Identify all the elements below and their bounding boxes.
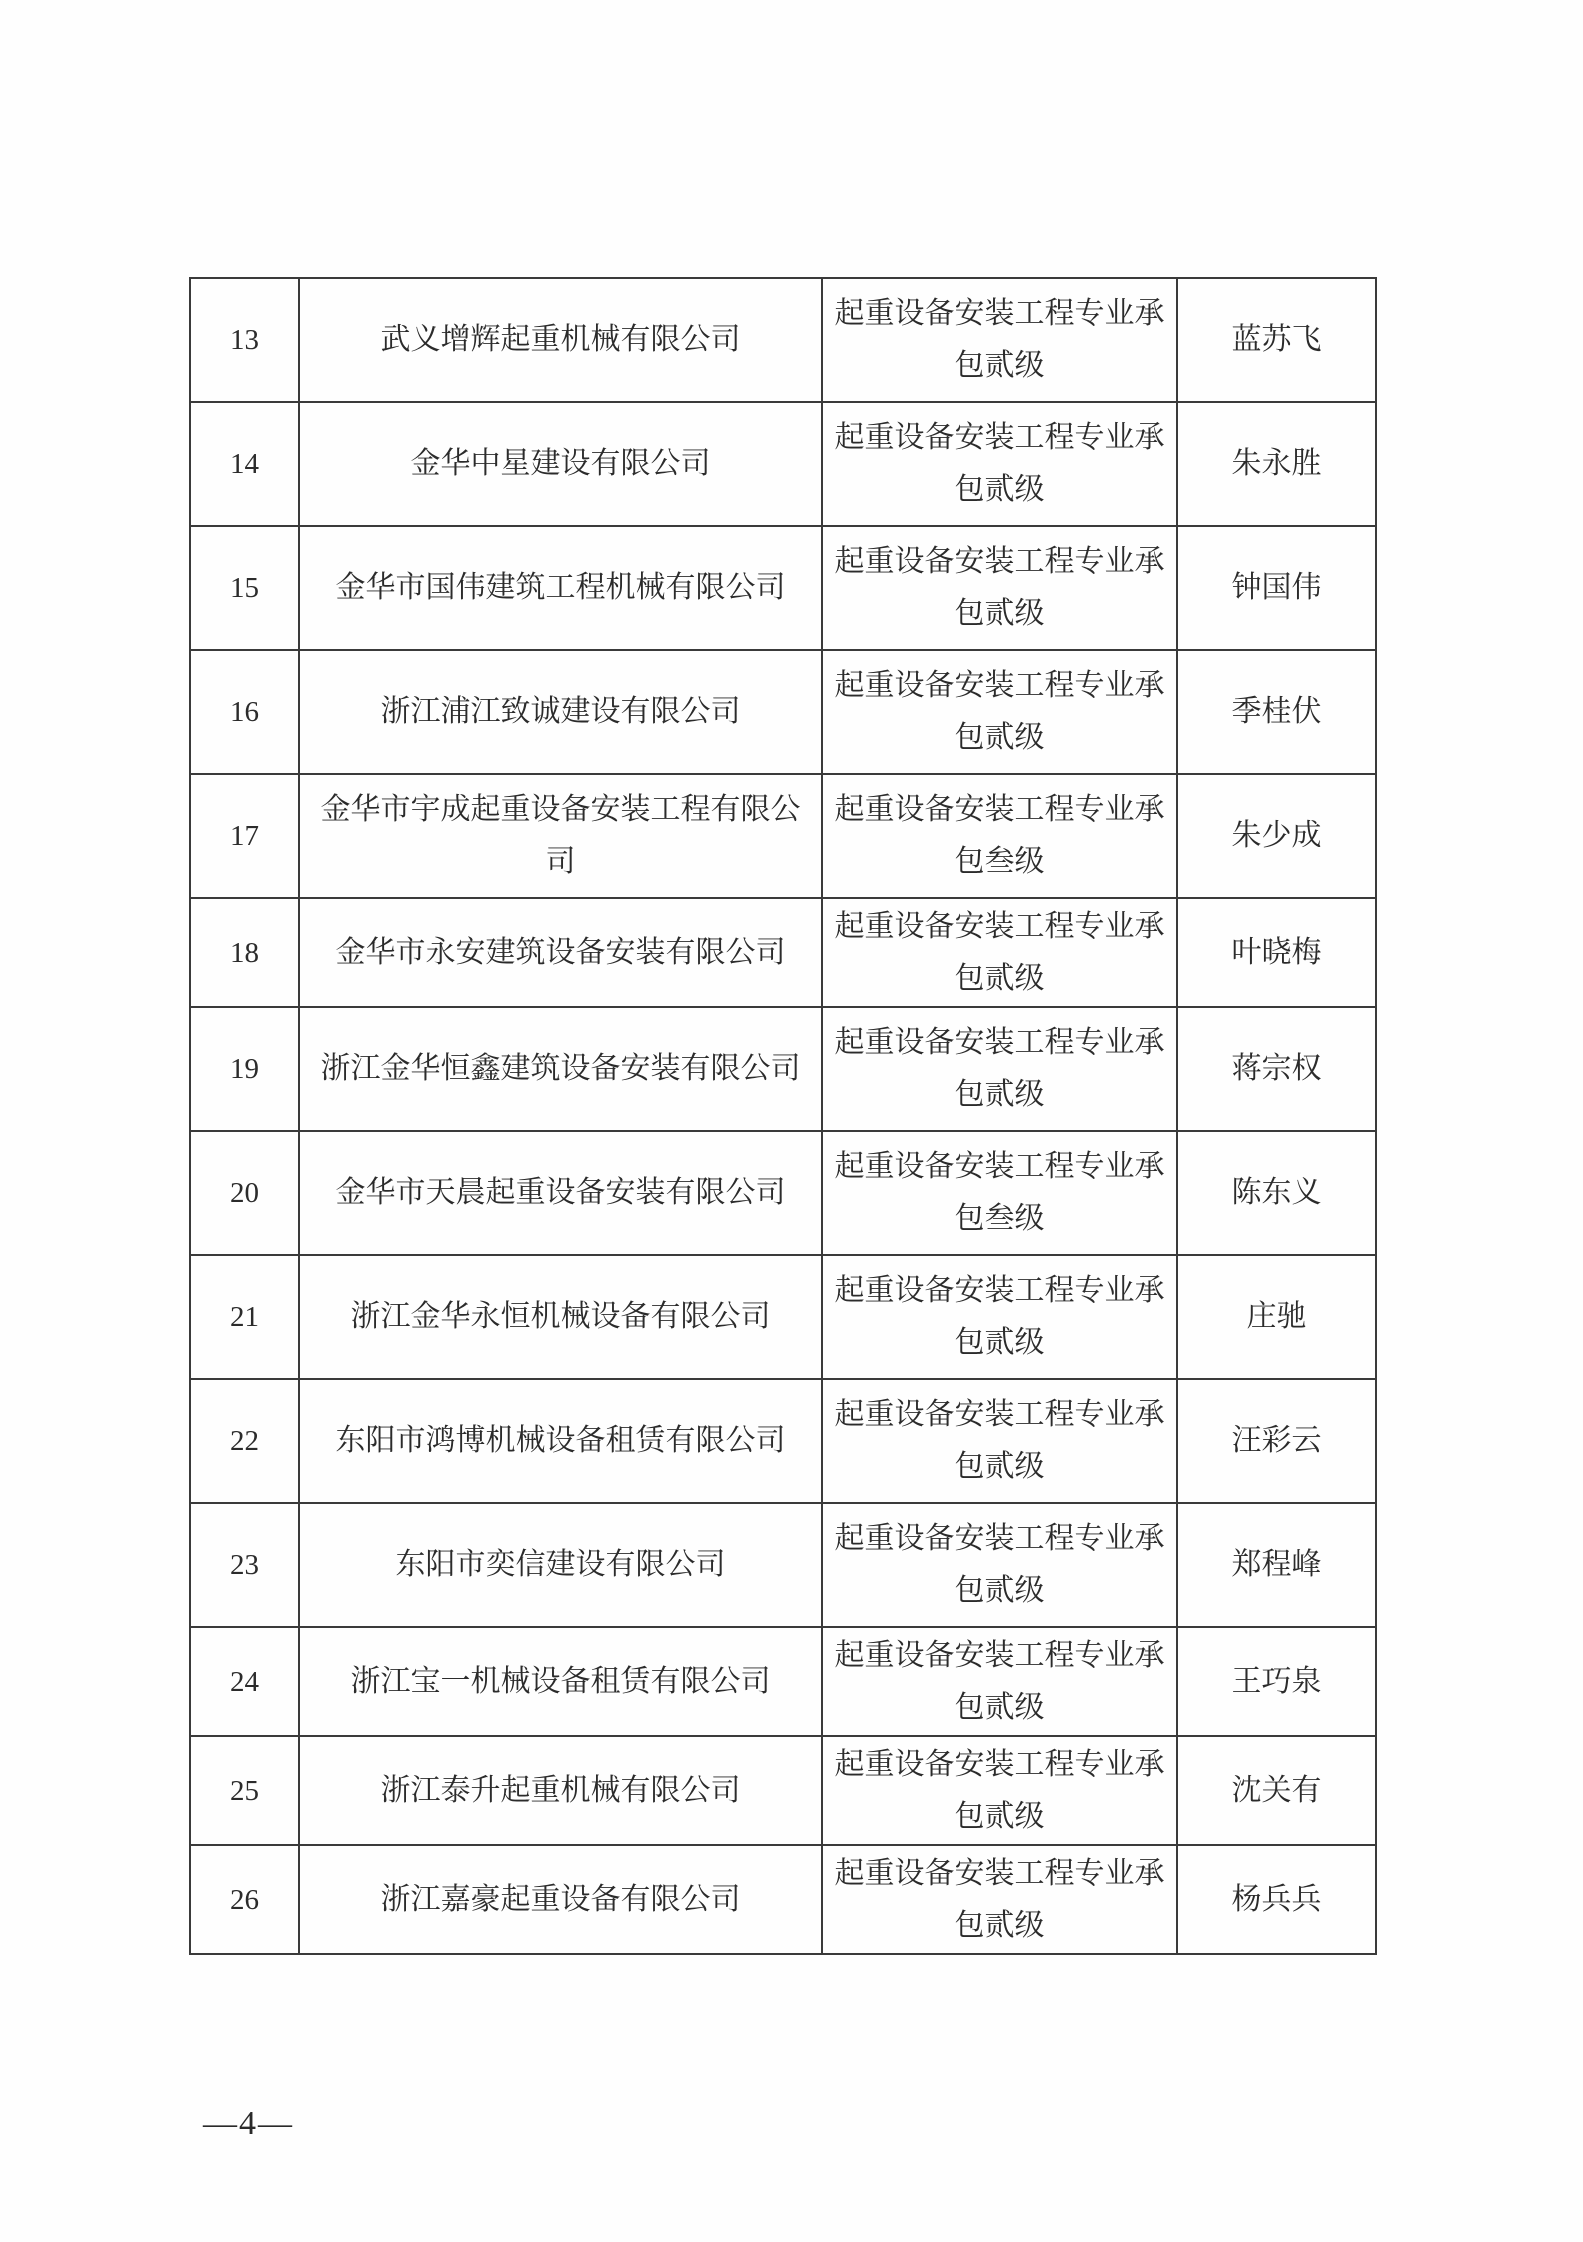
table-row bbox=[190, 1131, 1376, 1255]
company-name: 武义增辉起重机械有限公司 bbox=[299, 278, 822, 402]
company-name: 浙江金华永恒机械设备有限公司 bbox=[299, 1255, 822, 1379]
row-index: 20 bbox=[190, 1131, 299, 1255]
person-name: 陈东义 bbox=[1177, 1131, 1376, 1255]
company-name: 浙江浦江致诚建设有限公司 bbox=[299, 650, 822, 774]
company-name: 浙江金华恒鑫建筑设备安装有限公司 bbox=[299, 1007, 822, 1131]
row-index: 23 bbox=[190, 1503, 299, 1627]
page-number: —4— bbox=[203, 2105, 294, 2142]
company-name: 金华市永安建筑设备安装有限公司 bbox=[299, 898, 822, 1007]
qualification: 起重设备安装工程专业承包贰级 bbox=[822, 278, 1177, 402]
company-name: 浙江嘉豪起重设备有限公司 bbox=[299, 1845, 822, 1954]
company-name: 浙江泰升起重机械有限公司 bbox=[299, 1736, 822, 1845]
table-row bbox=[190, 1503, 1376, 1627]
row-index: 19 bbox=[190, 1007, 299, 1131]
person-name: 王巧泉 bbox=[1177, 1627, 1376, 1736]
qualification-table bbox=[189, 277, 1377, 1955]
company-name: 金华中星建设有限公司 bbox=[299, 402, 822, 526]
company-name: 东阳市鸿博机械设备租赁有限公司 bbox=[299, 1379, 822, 1503]
qualification: 起重设备安装工程专业承包贰级 bbox=[822, 1379, 1177, 1503]
table-row bbox=[190, 774, 1376, 898]
person-name: 庄驰 bbox=[1177, 1255, 1376, 1379]
table-row bbox=[190, 1627, 1376, 1736]
company-name: 金华市宇成起重设备安装工程有限公司 bbox=[299, 774, 822, 898]
person-name: 蒋宗权 bbox=[1177, 1007, 1376, 1131]
person-name: 钟国伟 bbox=[1177, 526, 1376, 650]
person-name: 叶晓梅 bbox=[1177, 898, 1376, 1007]
person-name: 沈关有 bbox=[1177, 1736, 1376, 1845]
table-row bbox=[190, 526, 1376, 650]
company-name: 东阳市奕信建设有限公司 bbox=[299, 1503, 822, 1627]
qualification: 起重设备安装工程专业承包贰级 bbox=[822, 402, 1177, 526]
row-index: 15 bbox=[190, 526, 299, 650]
person-name: 朱永胜 bbox=[1177, 402, 1376, 526]
table-row bbox=[190, 1007, 1376, 1131]
row-index: 16 bbox=[190, 650, 299, 774]
company-name: 金华市国伟建筑工程机械有限公司 bbox=[299, 526, 822, 650]
row-index: 17 bbox=[190, 774, 299, 898]
row-index: 18 bbox=[190, 898, 299, 1007]
table-row bbox=[190, 898, 1376, 1007]
qualification: 起重设备安装工程专业承包贰级 bbox=[822, 650, 1177, 774]
qualification: 起重设备安装工程专业承包贰级 bbox=[822, 526, 1177, 650]
qualification: 起重设备安装工程专业承包贰级 bbox=[822, 1845, 1177, 1954]
table-row bbox=[190, 278, 1376, 402]
row-index: 26 bbox=[190, 1845, 299, 1954]
table-row bbox=[190, 1845, 1376, 1954]
person-name: 郑程峰 bbox=[1177, 1503, 1376, 1627]
company-name: 金华市天晨起重设备安装有限公司 bbox=[299, 1131, 822, 1255]
qualification: 起重设备安装工程专业承包贰级 bbox=[822, 1007, 1177, 1131]
row-index: 24 bbox=[190, 1627, 299, 1736]
qualification: 起重设备安装工程专业承包叁级 bbox=[822, 1131, 1177, 1255]
qualification: 起重设备安装工程专业承包叁级 bbox=[822, 774, 1177, 898]
table-row bbox=[190, 402, 1376, 526]
table-row bbox=[190, 1736, 1376, 1845]
person-name: 朱少成 bbox=[1177, 774, 1376, 898]
person-name: 汪彩云 bbox=[1177, 1379, 1376, 1503]
row-index: 14 bbox=[190, 402, 299, 526]
row-index: 25 bbox=[190, 1736, 299, 1845]
row-index: 22 bbox=[190, 1379, 299, 1503]
qualification: 起重设备安装工程专业承包贰级 bbox=[822, 1627, 1177, 1736]
qualification: 起重设备安装工程专业承包贰级 bbox=[822, 1503, 1177, 1627]
row-index: 21 bbox=[190, 1255, 299, 1379]
company-name: 浙江宝一机械设备租赁有限公司 bbox=[299, 1627, 822, 1736]
table-row bbox=[190, 1379, 1376, 1503]
person-name: 季桂伏 bbox=[1177, 650, 1376, 774]
qualification: 起重设备安装工程专业承包贰级 bbox=[822, 898, 1177, 1007]
person-name: 杨兵兵 bbox=[1177, 1845, 1376, 1954]
qualification: 起重设备安装工程专业承包贰级 bbox=[822, 1736, 1177, 1845]
table-row bbox=[190, 1255, 1376, 1379]
row-index: 13 bbox=[190, 278, 299, 402]
table-row bbox=[190, 650, 1376, 774]
qualification: 起重设备安装工程专业承包贰级 bbox=[822, 1255, 1177, 1379]
person-name: 蓝苏飞 bbox=[1177, 278, 1376, 402]
